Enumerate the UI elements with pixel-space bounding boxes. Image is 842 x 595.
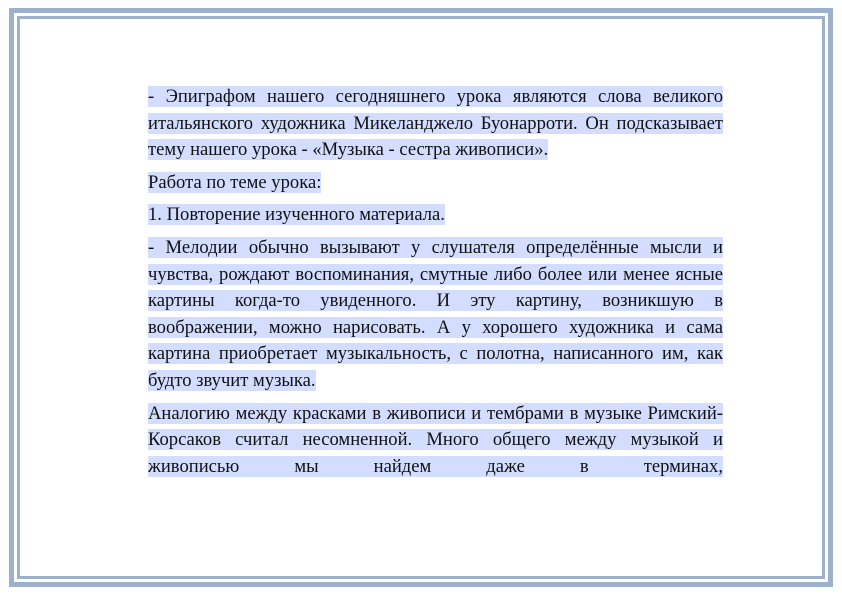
paragraph-epigraph-text: - Эпиграфом нашего сегодняшнего урока являются слова великого итальянского художника Микеланджело Буонарроти. Он подсказывает тему нашего урока - «Музыка - сестра живописи». [148, 86, 723, 161]
paragraph-review [148, 202, 723, 229]
paragraph-lesson-work [148, 170, 723, 197]
text-block [148, 84, 723, 481]
paragraph-analogy [148, 401, 723, 481]
paragraph-review-text: 1. Повторение изученного материала. [148, 204, 445, 226]
paragraph-epigraph [148, 84, 723, 164]
paragraph-lesson-work-text: Работа по теме урока: [148, 171, 322, 193]
paragraph-analogy-text: Аналогию между красками в живописи и тембрами в музыке Римский-Корсаков считал несомненной. Много общего между музыкой и живописью мы найдем даже в терминах, [148, 402, 723, 477]
paragraph-melodies [148, 235, 723, 395]
paragraph-melodies-text: - Мелодии обычно вызывают у слушателя определённые мысли и чувства, рождают воспоминания, смутные либо более или менее ясные картины когда-то увиденного. И эту картину, возникшую в воображении, можно нарисовать. А у хорошего художника и сама картина приобретает музыкальность, с полотна, написанного им, как будто звучит музыка. [148, 236, 723, 391]
